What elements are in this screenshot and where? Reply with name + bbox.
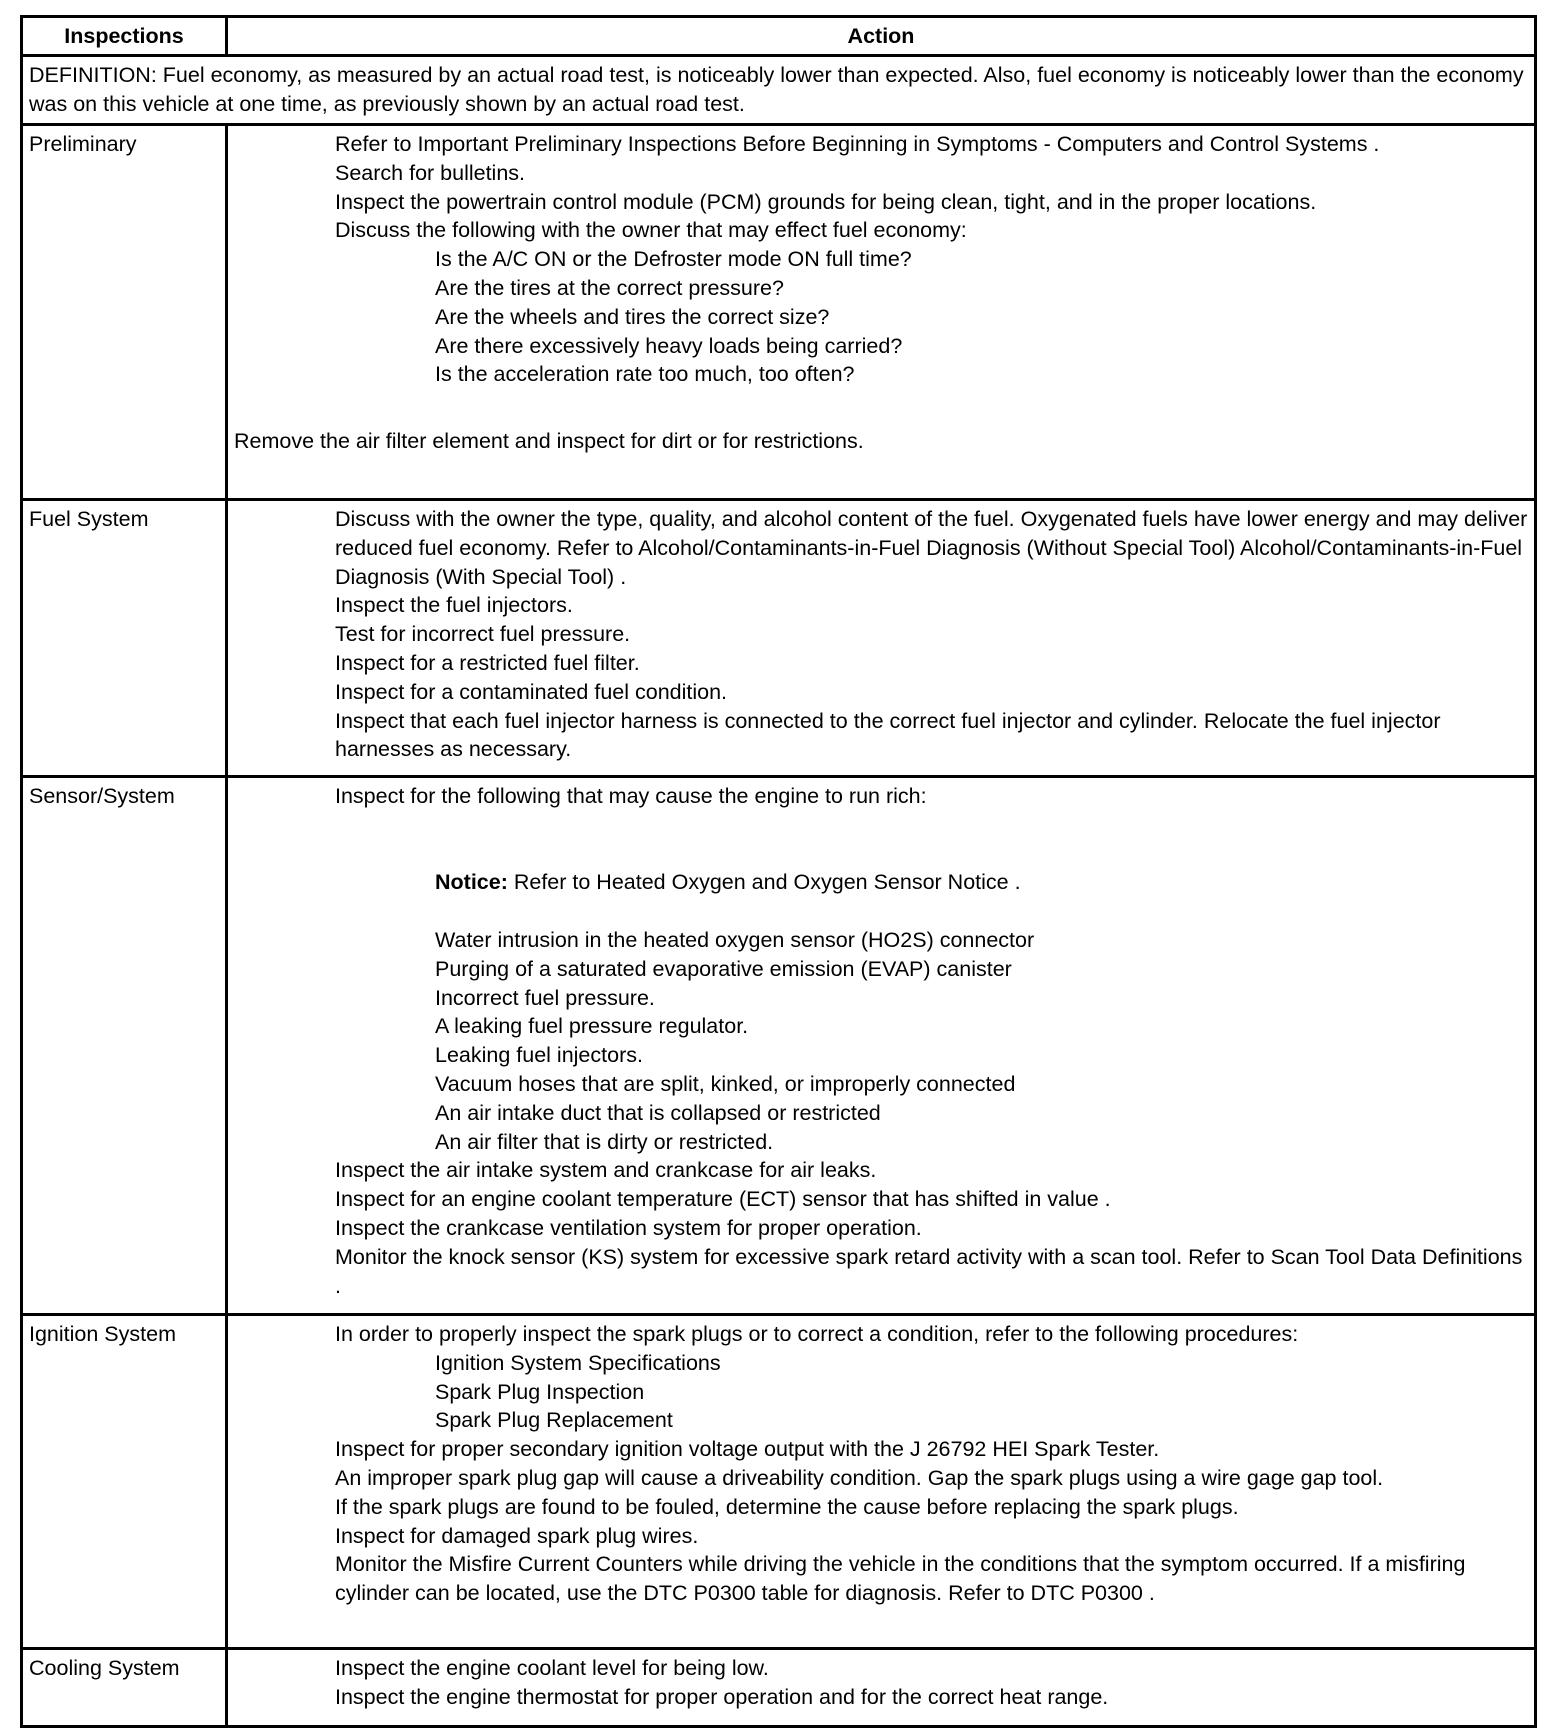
action-line	[234, 1683, 1528, 1712]
action-text: Inspect for damaged spark plug wires.	[335, 1523, 699, 1548]
action-line	[234, 955, 1528, 984]
action-text: Discuss the following with the owner that may effect fuel economy:	[335, 218, 967, 243]
action-text: Spark Plug Replacement	[435, 1408, 673, 1433]
action-line	[234, 274, 1528, 303]
header-action: Action	[227, 17, 1536, 56]
action-cell	[227, 777, 1536, 1315]
spacer	[234, 389, 1528, 418]
spacer	[234, 840, 1528, 869]
action-line	[234, 130, 1528, 159]
action-text: Inspect the engine thermostat for proper operation and for the correct heat range.	[335, 1684, 1109, 1709]
action-line	[234, 216, 1528, 245]
action-line	[234, 1156, 1528, 1185]
action-text: Inspect for a restricted fuel filter.	[335, 650, 640, 675]
action-text: A leaking fuel pressure regulator.	[435, 1014, 749, 1039]
action-text: Remove the air filter element and inspect for dirt or for restrictions.	[234, 428, 864, 453]
action-line	[234, 1654, 1528, 1683]
action-text: Vacuum hoses that are split, kinked, or improperly connected	[435, 1071, 1016, 1096]
action-line	[234, 649, 1528, 678]
action-line	[234, 1435, 1528, 1464]
table-row	[22, 500, 1536, 777]
action-text: Inspect that each fuel injector harness is connected to the correct fuel injector and cylinder. Relocate the fuel injector harnesses as necessary.	[335, 708, 1441, 762]
inspection-name: Cooling System	[22, 1649, 227, 1727]
action-line	[234, 332, 1528, 361]
action-line	[234, 1349, 1528, 1378]
action-text: Refer to Important Preliminary Inspections Before Beginning in Symptoms - Computers and Control Systems .	[335, 132, 1380, 156]
action-text: Inspect for an engine coolant temperature (ECT) sensor that has shifted in value .	[335, 1187, 1111, 1212]
inspection-name: Ignition System	[22, 1315, 227, 1649]
action-text: Inspect the powertrain control module (PCM) grounds for being clean, tight, and in the proper locations.	[335, 189, 1317, 214]
table-row	[22, 777, 1536, 1315]
action-text: Purging of a saturated evaporative emission (EVAP) canister	[435, 956, 1012, 981]
table-row	[22, 1315, 1536, 1649]
table-header-row	[22, 17, 1536, 56]
action-line	[234, 1070, 1528, 1099]
action-line	[234, 427, 1528, 456]
action-line	[234, 1099, 1528, 1128]
action-text: An improper spark plug gap will cause a driveability condition. Gap the spark plugs using a wire gage gap tool.	[335, 1465, 1384, 1490]
action-line	[234, 1128, 1528, 1157]
action-line	[234, 245, 1528, 274]
spacer	[234, 418, 1528, 427]
action-text: Inspect the engine coolant level for being low.	[335, 1656, 769, 1680]
action-line	[234, 984, 1528, 1013]
action-text: Inspect the crankcase ventilation system for proper operation.	[335, 1215, 922, 1240]
action-text: Discuss with the owner the type, quality, and alcohol content of the fuel. Oxygenated fuels have lower energy and may deliver reduced fuel economy. Refer to Alcohol/Contaminants-in-Fuel Diagnosis (Without Special Tool) Alcohol/Contaminants-in-Fuel Diagnosis (With Special Tool) .	[335, 507, 1528, 589]
action-text: Refer to Heated Oxygen and Oxygen Sensor Notice .	[507, 870, 1021, 895]
action-text: Is the A/C ON or the Defroster mode ON full time?	[435, 247, 912, 272]
action-text: If the spark plugs are found to be fouled, determine the cause before replacing the spark plugs.	[335, 1494, 1239, 1519]
action-line	[234, 707, 1528, 765]
inspection-name: Preliminary	[22, 125, 227, 500]
action-text: An air filter that is dirty or restricted.	[435, 1129, 774, 1154]
action-text: Inspect for the following that may cause the engine to run rich:	[335, 784, 927, 808]
action-text: Ignition System Specifications	[435, 1350, 721, 1375]
action-line	[234, 926, 1528, 955]
action-line	[234, 360, 1528, 389]
action-line	[234, 1185, 1528, 1214]
action-line	[234, 159, 1528, 188]
header-inspections: Inspections	[22, 17, 227, 56]
action-line	[234, 1493, 1528, 1522]
action-line	[234, 1464, 1528, 1493]
action-text: Are the wheels and tires the correct size?	[435, 304, 830, 329]
spacer	[234, 811, 1528, 840]
action-line	[234, 868, 1528, 897]
action-line	[234, 303, 1528, 332]
action-text: Inspect for a contaminated fuel condition.	[335, 679, 728, 704]
action-line	[234, 1041, 1528, 1070]
table-row	[22, 1649, 1536, 1727]
action-text: Test for incorrect fuel pressure.	[335, 622, 631, 647]
definition-row	[22, 56, 1536, 125]
action-text: Are the tires at the correct pressure?	[435, 275, 784, 300]
inspection-name: Fuel System	[22, 500, 227, 777]
action-line	[234, 1320, 1528, 1349]
spacer	[234, 897, 1528, 926]
action-text: Monitor the knock sensor (KS) system for excessive spark retard activity with a scan tool. Refer to Scan Tool Data Definitions .	[335, 1244, 1523, 1298]
action-line	[234, 678, 1528, 707]
action-text: Inspect for proper secondary ignition voltage output with the J 26792 HEI Spark Tester.	[335, 1437, 1160, 1462]
action-line	[234, 1406, 1528, 1435]
action-line	[234, 782, 1528, 811]
diagnostic-table	[20, 15, 1537, 1728]
inspection-name: Sensor/System	[22, 777, 227, 1315]
action-text: In order to properly inspect the spark plugs or to correct a condition, refer to the following procedures:	[335, 1322, 1299, 1346]
action-text: Inspect the fuel injectors.	[335, 593, 573, 618]
action-line	[234, 1012, 1528, 1041]
action-cell	[227, 500, 1536, 777]
action-text: Spark Plug Inspection	[435, 1379, 645, 1404]
action-text: An air intake duct that is collapsed or restricted	[435, 1100, 881, 1125]
action-text: Water intrusion in the heated oxygen sensor (HO2S) connector	[435, 927, 1035, 952]
action-line	[234, 1550, 1528, 1608]
action-cell	[227, 125, 1536, 500]
action-text: Incorrect fuel pressure.	[435, 985, 655, 1010]
action-line	[234, 505, 1528, 591]
action-line	[234, 591, 1528, 620]
action-text: Leaking fuel injectors.	[435, 1043, 643, 1068]
action-line	[234, 188, 1528, 217]
action-line	[234, 1378, 1528, 1407]
definition-text: DEFINITION: Fuel economy, as measured by an actual road test, is noticeably lower than expected. Also, fuel economy is noticeably lower than the economy was on this vehicle at one time, as previously shown by an actual road test.	[22, 56, 1536, 125]
action-line	[234, 1522, 1528, 1551]
action-text: Monitor the Misfire Current Counters while driving the vehicle in the conditions that the symptom occurred. If a misfiring cylinder can be located, use the DTC P0300 table for diagnosis. Refer to DTC P0300 .	[335, 1552, 1466, 1606]
action-text: Is the acceleration rate too much, too often?	[435, 362, 855, 387]
action-text: Are there excessively heavy loads being carried?	[435, 333, 903, 358]
action-cell	[227, 1315, 1536, 1649]
action-text: Search for bulletins.	[335, 160, 526, 185]
action-cell	[227, 1649, 1536, 1727]
action-line	[234, 620, 1528, 649]
action-text: Inspect the air intake system and crankcase for air leaks.	[335, 1158, 877, 1183]
action-line	[234, 1214, 1528, 1243]
notice-label: Notice:	[435, 870, 508, 895]
action-line	[234, 1243, 1528, 1301]
table-row	[22, 125, 1536, 500]
